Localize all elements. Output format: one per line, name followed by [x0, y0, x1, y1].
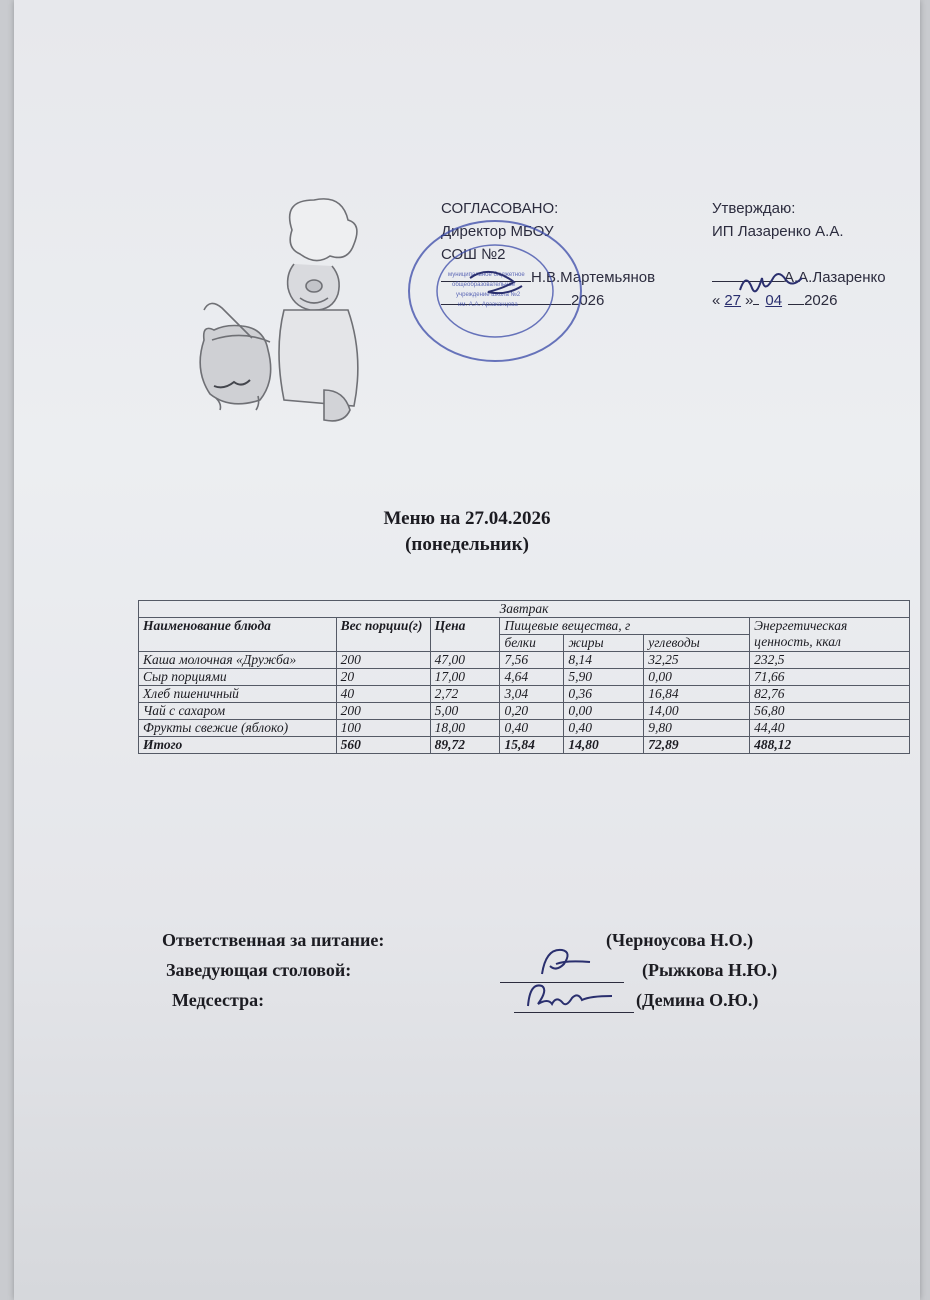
- dish-protein: 0,20: [500, 703, 564, 720]
- meal-header-row: [139, 601, 910, 618]
- dish-energy: 71,66: [750, 669, 910, 686]
- signature-role: Медсестра:: [172, 990, 265, 1010]
- dish-energy: 232,5: [750, 652, 910, 669]
- approval-right-label: Утверждаю:: [712, 200, 796, 217]
- table-row: [139, 686, 910, 703]
- signature-row-3: [172, 990, 264, 1011]
- table-row: [139, 703, 910, 720]
- approval-right-month: 04: [765, 292, 783, 309]
- signature-row-2: [166, 960, 351, 981]
- menu-title: [14, 506, 920, 558]
- date-open-quote: «: [712, 292, 721, 309]
- dish-weight: 20: [336, 669, 430, 686]
- dish-name: Фрукты свежие (яблоко): [139, 720, 337, 737]
- dish-price: 2,72: [430, 686, 500, 703]
- dish-carbs: 0,00: [644, 669, 750, 686]
- dish-price: 5,00: [430, 703, 500, 720]
- dish-energy: 56,80: [750, 703, 910, 720]
- dish-weight: 200: [336, 703, 430, 720]
- signature-person-1: [606, 930, 753, 951]
- approval-right-day: 27: [724, 292, 742, 309]
- date-close-quote: »: [745, 292, 754, 309]
- dish-name: Каша молочная «Дружба»: [139, 652, 337, 669]
- dish-protein: 3,04: [500, 686, 564, 703]
- signature-person-2: [642, 960, 777, 981]
- svg-text:им. А.А. Арзаканцева: им. А.А. Арзаканцева: [458, 302, 518, 308]
- total-fat: 14,80: [564, 737, 644, 754]
- approval-right-name: А.А.Лазаренко: [784, 269, 886, 286]
- director-signature: [736, 266, 806, 298]
- total-carbs: 72,89: [644, 737, 750, 754]
- header-name: Наименование блюда: [139, 618, 337, 652]
- total-price: 89,72: [430, 737, 500, 754]
- approval-right-position: ИП Лазаренко А.А.: [712, 223, 844, 240]
- signature-role: Заведующая столовой:: [166, 960, 352, 980]
- header-energy: Энергетическая ценность, ккал: [750, 618, 910, 652]
- table-row: [139, 669, 910, 686]
- total-label: Итого: [139, 737, 337, 754]
- approval-left-year: 2026: [571, 292, 605, 309]
- dish-fat: 0,00: [564, 703, 644, 720]
- svg-text:учреждение школа №2: учреждение школа №2: [456, 292, 521, 298]
- chef-illustration: [174, 190, 374, 440]
- dish-price: 18,00: [430, 720, 500, 737]
- dish-carbs: 9,80: [644, 720, 750, 737]
- approval-left-label: СОГЛАСОВАНО:: [441, 200, 559, 217]
- dish-protein: 0,40: [500, 720, 564, 737]
- menu-title-date: Меню на 27.04.2026: [383, 508, 551, 529]
- document-page: [14, 0, 920, 1300]
- total-weight: 560: [336, 737, 430, 754]
- total-energy: 488,12: [750, 737, 910, 754]
- canteen-head-signature: [536, 944, 596, 980]
- dish-fat: 5,90: [564, 669, 644, 686]
- header-fat: жиры: [564, 635, 644, 652]
- dish-price: 17,00: [430, 669, 500, 686]
- dish-price: 47,00: [430, 652, 500, 669]
- header-carbs: углеводы: [644, 635, 750, 652]
- dish-energy: 82,76: [750, 686, 910, 703]
- svg-text:муниципальное бюджетное: муниципальное бюджетное: [448, 272, 525, 278]
- approval-left-position: Директор МБОУ: [441, 223, 554, 240]
- dish-carbs: 14,00: [644, 703, 750, 720]
- total-protein: 15,84: [500, 737, 564, 754]
- table-row: [139, 720, 910, 737]
- signature-person-3: [636, 990, 758, 1011]
- meal-name: Завтрак: [139, 601, 910, 618]
- approval-right-year: 2026: [804, 292, 838, 309]
- signature-person: (Черноусова Н.О.): [606, 930, 754, 950]
- menu-title-weekday: (понедельник): [405, 534, 529, 555]
- dish-name: Хлеб пшеничный: [139, 686, 337, 703]
- approval-left-name: Н.В.Мартемьянов: [531, 269, 656, 286]
- dish-weight: 40: [336, 686, 430, 703]
- dish-name: Чай с сахаром: [139, 703, 337, 720]
- dish-protein: 4,64: [500, 669, 564, 686]
- dish-fat: 0,36: [564, 686, 644, 703]
- approval-left-org: СОШ №2: [441, 246, 506, 263]
- nurse-signature: [522, 978, 622, 1014]
- svg-text:общеобразовательное: общеобразовательное: [452, 282, 516, 288]
- header-price: Цена: [430, 618, 500, 652]
- header-protein: белки: [500, 635, 564, 652]
- table-row: [139, 652, 910, 669]
- dish-energy: 44,40: [750, 720, 910, 737]
- dish-weight: 100: [336, 720, 430, 737]
- signature-person: (Рыжкова Н.Ю.): [642, 960, 778, 980]
- dish-name: Сыр порциями: [139, 669, 337, 686]
- header-nutrients: Пищевые вещества, г: [500, 618, 750, 635]
- column-header-row: [139, 618, 910, 635]
- dish-protein: 7,56: [500, 652, 564, 669]
- signature-person: (Демина О.Ю.): [636, 990, 759, 1010]
- menu-table: [138, 600, 910, 754]
- dish-carbs: 32,25: [644, 652, 750, 669]
- dish-fat: 8,14: [564, 652, 644, 669]
- dish-weight: 200: [336, 652, 430, 669]
- header-weight: Вес порции(г): [336, 618, 430, 652]
- dish-carbs: 16,84: [644, 686, 750, 703]
- signature-role: Ответственная за питание:: [162, 930, 385, 950]
- round-stamp: [400, 216, 590, 366]
- approval-right-spacer: [712, 243, 886, 266]
- dish-fat: 0,40: [564, 720, 644, 737]
- signature-row-1: [162, 930, 384, 951]
- total-row: [139, 737, 910, 754]
